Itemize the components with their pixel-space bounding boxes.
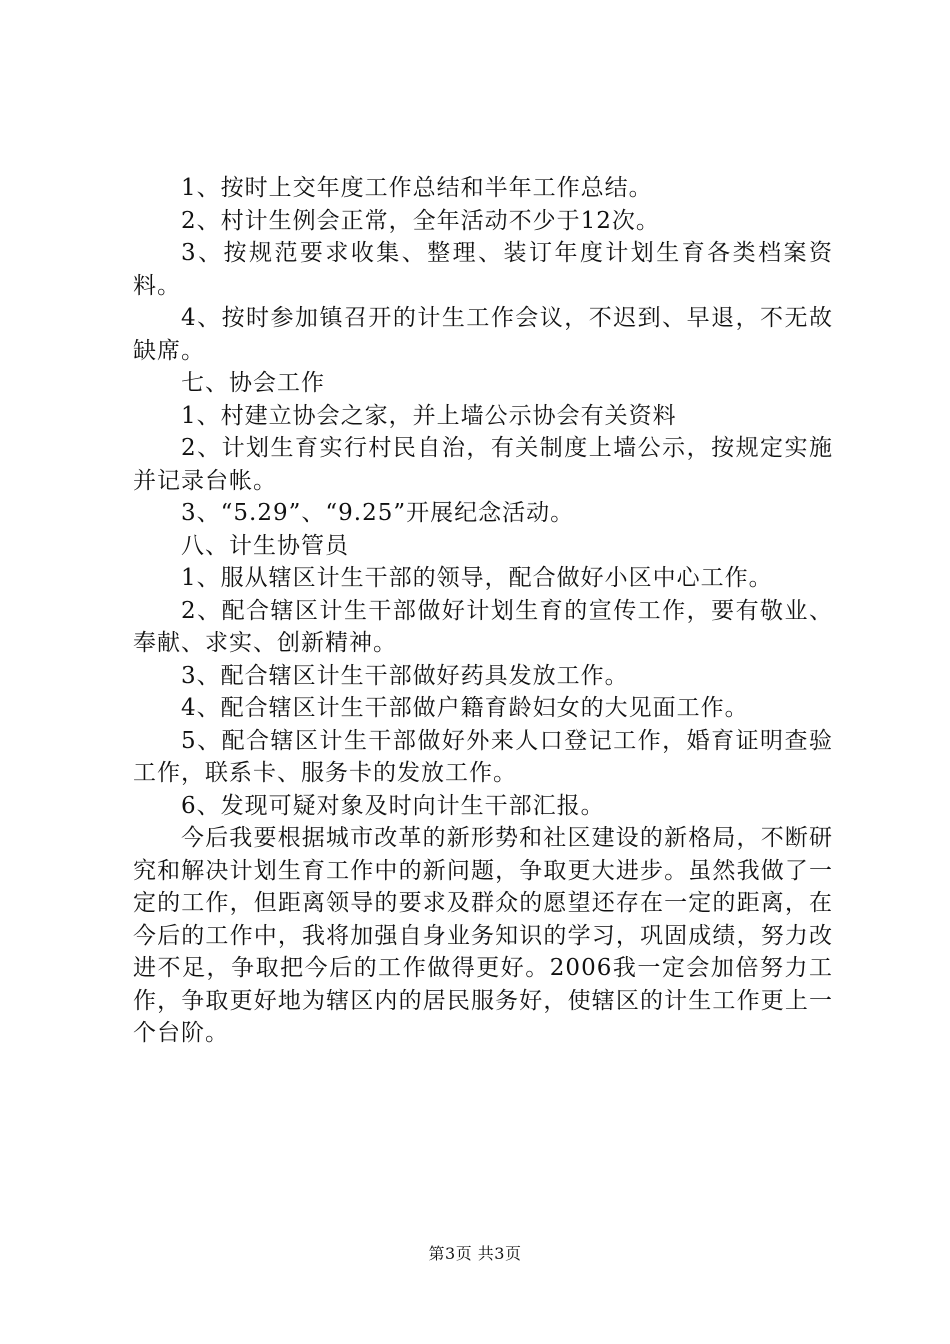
section-heading-association: 七、协会工作	[181, 370, 325, 396]
document-body	[133, 172, 833, 1050]
list-item-distribution: 3、配合辖区计生干部做好药具发放工作。	[181, 662, 629, 689]
list-item-association-home: 1、村建立协会之家，并上墙公示协会有关资料	[181, 402, 677, 429]
list-item-obey-leadership: 1、服从辖区计生干部的领导，配合做好小区中心工作。	[181, 565, 773, 591]
section-heading-assistant: 八、计生协管员	[181, 532, 349, 559]
list-item-registration: 5、配合辖区计生干部做好外来人口登记工作，婚育证明查验工作，联系卡、服务卡的发放工作。	[133, 727, 833, 786]
list-item-report: 6、发现可疑对象及时向计生干部汇报。	[181, 792, 605, 819]
list-item-annual-summary: 1、按时上交年度工作总结和半年工作总结。	[181, 175, 653, 201]
list-item-villager-autonomy: 2、计划生育实行村民自治，有关制度上墙公示，按规定实施并记录台帐。	[133, 435, 833, 494]
closing-paragraph: 今后我要根据城市改革的新形势和社区建设的新格局，不断研究和解决计划生育工作中的新问题，争取更大进步。虽然我做了一定的工作，但距离领导的要求及群众的愿望还存在一定的距离，在今后的工作中，我将加强自身业务知识的学习，巩固成绩，努力改进不足，争取把今后的工作做得更好。2006我一定会加倍努力工作，争取更好地为辖区内的居民服务好，使辖区的计生工作更上一个台阶。	[133, 825, 833, 1046]
list-item-archive-collection: 3、按规范要求收集、整理、装订年度计划生育各类档案资料。	[133, 240, 833, 299]
list-item-monthly-meeting: 2、村计生例会正常，全年活动不少于12次。	[181, 207, 660, 234]
page-number-footer: 第3页 共3页	[428, 1244, 522, 1263]
list-item-publicity: 2、配合辖区计生干部做好计划生育的宣传工作，要有敬业、奉献、求实、创新精神。	[133, 597, 833, 656]
list-item-commemoration: 3、“5.29”、“9.25”开展纪念活动。	[181, 500, 575, 526]
list-item-meeting-attendance: 4、按时参加镇召开的计生工作会议，不迟到、早退，不无故缺席。	[133, 305, 833, 364]
list-item-meeting-women: 4、配合辖区计生干部做户籍育龄妇女的大见面工作。	[181, 695, 749, 721]
